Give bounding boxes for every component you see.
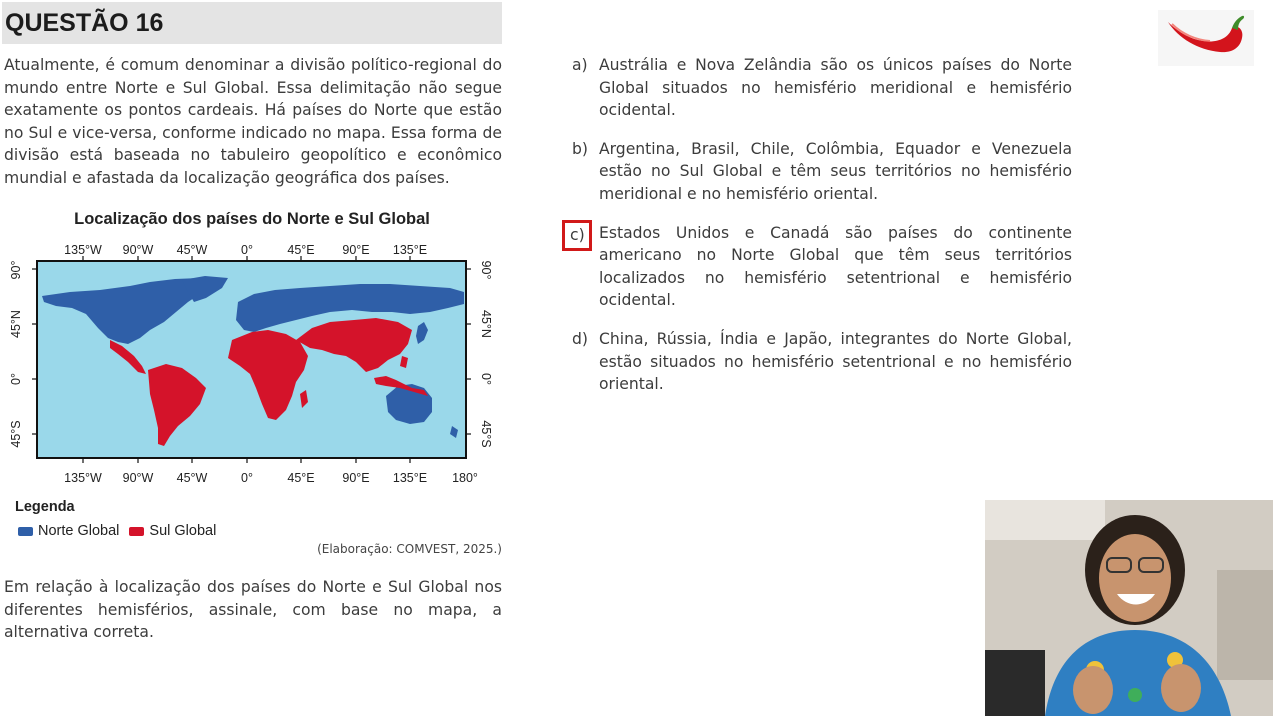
bottom-tick-label: 90°W: [122, 471, 154, 485]
top-tick-label: 135°E: [392, 243, 428, 257]
legend-label: Norte Global: [38, 523, 120, 539]
lat-tick-label-right: 45°S: [479, 420, 493, 448]
legend-title: Legenda: [15, 499, 75, 515]
bottom-tick-label: 135°W: [64, 471, 102, 485]
world-map: [0, 232, 502, 492]
option-letter: d): [572, 329, 588, 348]
option-b[interactable]: [568, 138, 1072, 206]
bottom-tick-label: 45°E: [287, 471, 315, 485]
bottom-tick-label: 135°E: [392, 471, 428, 485]
legend-item-south: [129, 523, 216, 539]
option-d[interactable]: [568, 328, 1072, 396]
legend-item-north: [18, 523, 119, 539]
map-title: Localização dos países do Norte e Sul Global: [74, 210, 430, 228]
top-tick-label: 45°E: [287, 243, 315, 257]
option-a[interactable]: [568, 54, 1072, 122]
bottom-tick-label: 0°: [241, 471, 253, 485]
legend-label: Sul Global: [149, 523, 217, 539]
question-prompt: Em relação à localização dos países do Norte e Sul Global nos diferentes hemisférios, assinale, com base no mapa, a alternativa correta.: [4, 578, 502, 642]
bottom-tick-label: 90°E: [342, 471, 370, 485]
north-swatch: [18, 527, 33, 536]
webcam-feed: [985, 500, 1273, 716]
pepper-logo: [1158, 10, 1254, 66]
lat-tick-label-right: 45°N: [479, 310, 493, 338]
option-text: Austrália e Nova Zelândia são os únicos países do Norte Global situados no hemisfério meridional e hemisfério ocidental.: [599, 56, 1072, 120]
map-source: (Elaboração: COMVEST, 2025.): [317, 542, 502, 556]
bottom-tick-label: 180°: [452, 471, 478, 485]
top-tick-label: 90°E: [342, 243, 370, 257]
top-tick-label: 135°W: [64, 243, 102, 257]
option-text: Argentina, Brasil, Chile, Colômbia, Equador e Venezuela estão no Sul Global e têm seus territórios no hemisfério meridional e no hemisfério oriental.: [599, 139, 1072, 203]
option-letter: b): [572, 139, 588, 158]
lat-tick-label-left: 45°N: [9, 310, 23, 338]
map-legend: [18, 523, 226, 539]
option-text: Estados Unidos e Canadá são países do continente americano no Norte Global que têm seus territórios localizados no hemisfério setentrional e hemisfério ocidental.: [599, 223, 1072, 310]
top-tick-label: 0°: [241, 243, 253, 257]
option-c[interactable]: [568, 222, 1072, 312]
option-letter-highlighted: c): [562, 220, 592, 251]
question-intro: Atualmente, é comum denominar a divisão político-regional do mundo entre Norte e Sul Global. Essa delimitação não segue exatamente os pontos cardeais. Há países do Norte que estão no Sul e vice-versa, conforme indicado no mapa. Essa forma de divisão está baseada no tabuleiro geopolítico e econômico mundial e afastada da localização geográfica dos países.: [4, 56, 502, 187]
lat-tick-label-left: 45°S: [9, 420, 23, 448]
top-tick-label: 90°W: [122, 243, 154, 257]
lat-tick-label-left: 90°: [9, 260, 23, 280]
pepper-icon: [1158, 10, 1254, 66]
presenter-video: [985, 500, 1273, 716]
question-header: [2, 2, 502, 44]
bottom-tick-label: 45°W: [176, 471, 208, 485]
option-letter: a): [572, 56, 588, 74]
lat-tick-label-right: 0°: [479, 373, 493, 385]
option-text: China, Rússia, Índia e Japão, integrantes do Norte Global, estão situados no hemisfério setentrional e no hemisfério oriental.: [599, 329, 1072, 394]
top-tick-label: 45°W: [176, 243, 208, 257]
question-title: QUESTÃO 16: [5, 9, 164, 37]
lat-tick-label-left: 0°: [9, 373, 23, 385]
answer-options: [568, 54, 1072, 412]
lat-tick-label-right: 90°: [479, 260, 493, 280]
south-swatch: [129, 527, 144, 536]
